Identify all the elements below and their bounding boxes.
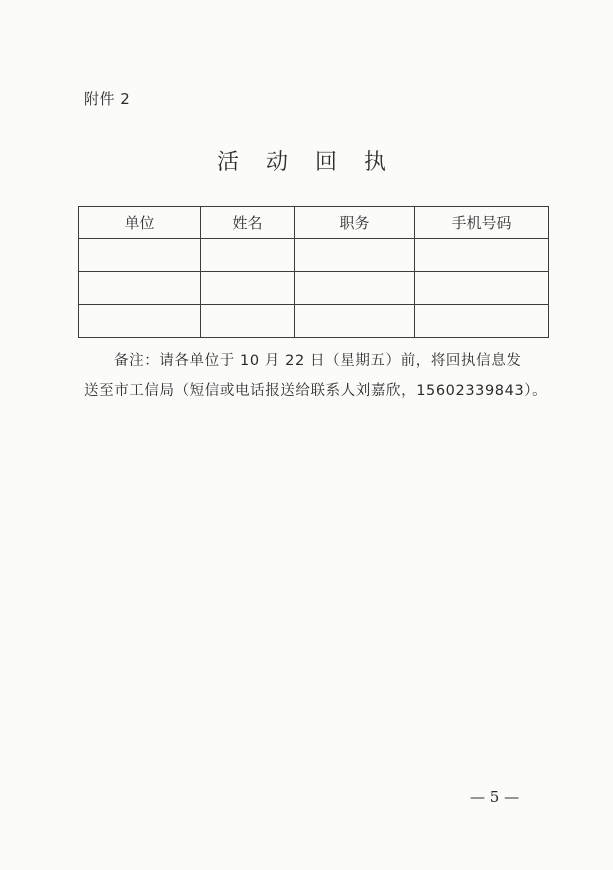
table-cell [79,272,201,305]
reply-table [78,206,549,338]
note-line-2: 送至市工信局（短信或电话报送给联系人刘嘉欣，15602339843）。 [84,383,548,399]
table-cell [201,239,295,272]
table-cell [295,305,415,338]
table-cell [79,239,201,272]
table-cell [201,272,295,305]
table-cell [295,272,415,305]
column-header-unit: 单位 [79,207,201,239]
column-header-phone: 手机号码 [415,207,549,239]
note-paragraph [84,346,554,406]
table-cell [415,272,549,305]
column-header-name: 姓名 [201,207,295,239]
table-cell [295,239,415,272]
note-line-1: 备注：请各单位于 10 月 22 日（星期五）前，将回执信息发 [114,353,522,369]
table-cell [79,305,201,338]
table-cell [415,239,549,272]
table-cell [201,305,295,338]
page-number: — 5 — [470,788,520,806]
page-title: 活 动 回 执 [217,150,396,175]
column-header-position: 职务 [295,207,415,239]
table-row [79,305,549,338]
table-row [79,272,549,305]
table-row [79,239,549,272]
attachment-label: 附件 2 [84,90,131,108]
table-header-row [79,207,549,239]
table-cell [415,305,549,338]
